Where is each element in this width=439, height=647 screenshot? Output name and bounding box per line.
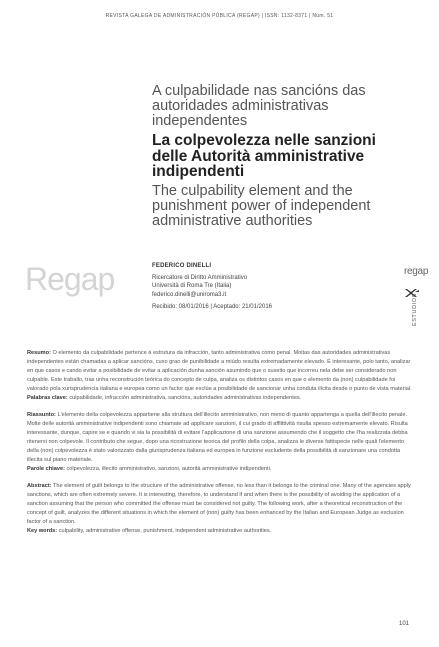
section-label: ESTUDIOS — [412, 293, 418, 326]
abstracts — [27, 349, 414, 544]
abstract-italian: Riassunto: L'elemento della colpevolezza appartiene alla struttura dell'illecito amministrativo, non meno di quanto appartenga a quella dell'illecito penale. Molte delle autorità amministrative indipendenti sono chiamate ad applicare sanzioni, il cui grado di afflittività risulta spesso estremamente elevato. Risulta interessante, dunque, capire se e quando vi sia la possibilità di evitare l'applicazione di una sanzione assumendo che il soggetto che l'ha realizzata debba ritenersi non colpevole. Il contributo che segue, dopo una ricostruzione teorica del profilo della colpa, analizza le diverse fattispecie nelle quali l'elemento della (non) colpevolezza è stato valorizzato dalla giurisprudenza italiana ed europea in funzione escludente della possibilità di sanzionare una condotta illecita sul piano materiale. — [27, 412, 408, 463]
author-email[interactable]: federico.dinelli@uniroma3.it — [152, 291, 227, 298]
author-position: Ricercatore di Diritto Amministrativo — [152, 274, 248, 281]
title-galician: A culpabilidade nas sancións das autoridades administrativas independentes — [152, 83, 366, 129]
side-branding — [404, 266, 434, 326]
author-university: Università di Roma Tre (Italia) — [152, 283, 232, 289]
author-block — [152, 262, 382, 312]
regap-logo-small: regap — [404, 266, 429, 277]
keywords-galician: Palabras clave: culpabilidade, infracción administrativa, sancións, autoridades administrativas independentes. — [27, 395, 302, 401]
received-accepted-dates: Recibido: 08/01/2016 | Aceptado: 21/01/2016 — [152, 304, 272, 310]
author-name: FEDERICO DINELLI — [152, 263, 212, 269]
title-english: The culpability element and the punishment power of independent administrative authorities — [152, 182, 371, 229]
abstract-english: Abstract: The element of guilt belongs to the structure of the administrative offense, no less than it belongs to the criminal one. Many of the agencies apply sanctions, which are often extremely severe. It is interesting, therefore, to understand if and when there is the possibility of avoiding the application of a sanction assuming that the person who committed the offense must be considered not guilty. The following work, after a theoretical reconstruction of the concept of guilt, analyzes the different situations in which the element of (non) guilty has been enhanced by the Italian and European Judge as exclusion factor of a sanction. — [27, 483, 411, 525]
running-header: REVISTA GALEGA DE ADMINISTRACIÓN PÚBLICA (REGAP) | ISSN: 1132-8371 | Núm. 51 — [105, 13, 334, 19]
title-italian: La colpevolezza nelle sanzioni delle Autorità amministrative indipendenti — [152, 132, 376, 180]
keywords-english: Key words: culpability, administrative offense, punishment, independent administrative authorities. — [27, 528, 272, 534]
page-number: 101 — [399, 621, 410, 627]
regap-logo-large: Regap — [25, 261, 115, 297]
abstract-galician: Resumo: O elemento da culpabilidade pertence á estrutura da infracción, tanto administrativa como penal. Moitas das autoridades administrativas independentes están chamadas a aplicar sancións, cuxo grao de punibilidade a miúdo resulta extremadamente elevado. É interesante, polo tanto, analizar en que casos e cando evitar a posibilidade de evitar a aplicación dunha sanción asumindo que o suxeito que incorreu nela debe ser considerado non culpable. Este traballo, tras unha reconstrución teórica do concepto de culpa, analiza os distintos casos en que o elemento da (non) culpabilidade foi valorado pola xurisprudencia italiana e europea como un factor que exclúe a posibilidade de sancionar unha conduta ilícita desde o punto de vista material. — [27, 350, 412, 392]
title-block — [152, 84, 412, 229]
keywords-italian: Parole chiave: colpevolezza, illecito amministrativo, sanzioni, autorità amministrative indipendenti. — [27, 466, 272, 472]
